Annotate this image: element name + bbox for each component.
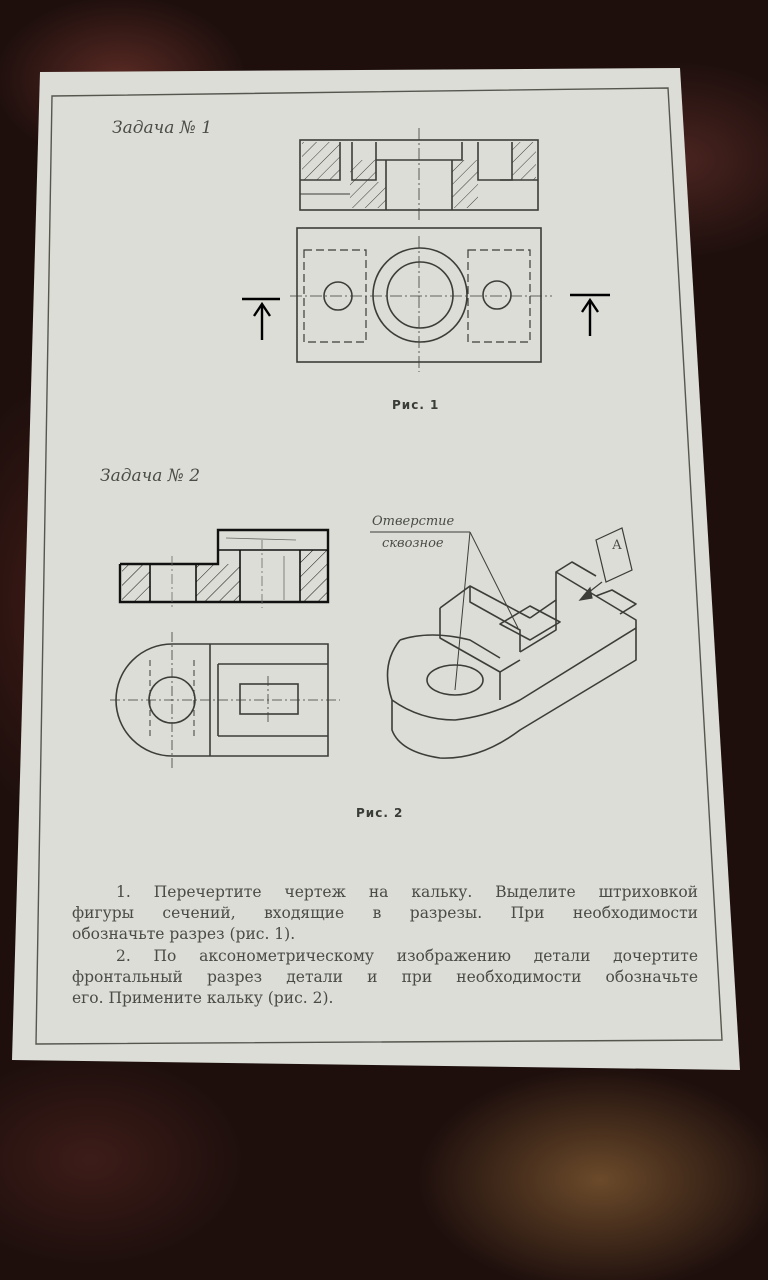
instruction-1-line-1: 1. Перечертите чертеж на кальку. Выделите штриховкой (116, 883, 698, 901)
instruction-paragraph-2 (72, 946, 698, 1009)
instruction-paragraph-1 (72, 882, 698, 945)
instruction-2-line-3: его. Примените кальку (рис. 2). (72, 989, 334, 1007)
instruction-1-line-3: обозначьте разрез (рис. 1). (72, 925, 296, 943)
view-letter-a: А (612, 538, 622, 553)
callout-hole-line2: сквозное (382, 536, 444, 551)
instruction-2-line-1: 2. По аксонометрическому изображению детали дочертите (116, 947, 698, 965)
instruction-2-line-2: фронтальный разрез детали и при необходимости обозначьте (72, 968, 698, 986)
fig2-label: Рис. 2 (356, 806, 404, 820)
fig1-label: Рис. 1 (392, 398, 440, 412)
callout-hole-line1: Отверстие (372, 514, 455, 529)
instruction-1-line-2: фигуры сечений, входящие в разрезы. При необходимости (72, 904, 698, 922)
task1-title: Задача № 1 (112, 118, 213, 138)
task2-title: Задача № 2 (100, 466, 201, 486)
